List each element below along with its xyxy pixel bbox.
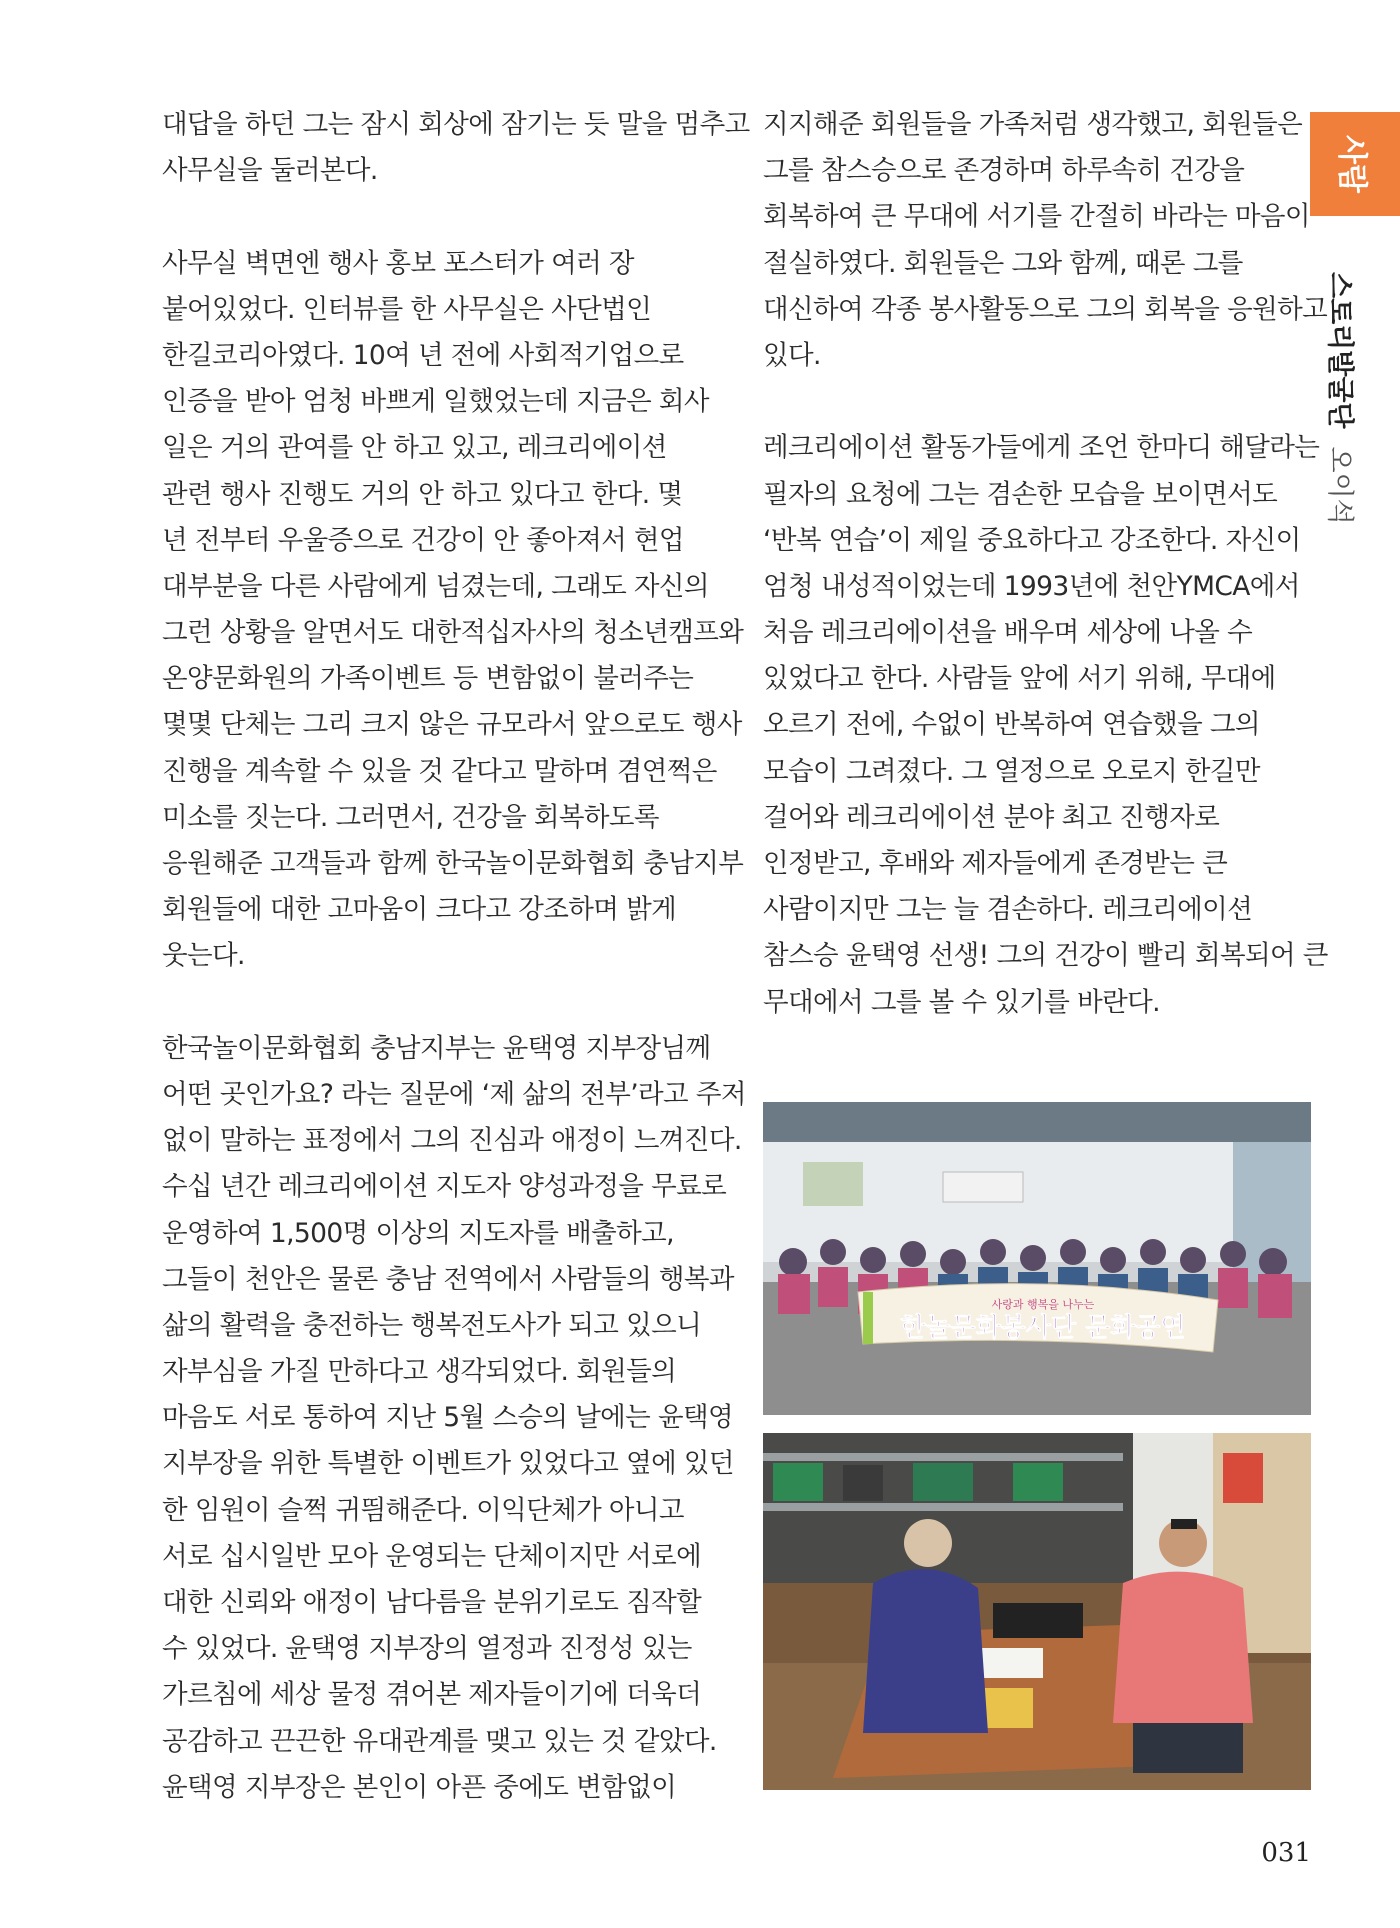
text-line: 레크리에이션 활동가들에게 조언 한마디 해달라는	[763, 432, 1320, 464]
text-line: 한길코리아였다. 10여 년 전에 사회적기업으로	[162, 339, 684, 371]
text-line: 윤택영 지부장은 본인이 아픈 중에도 변함없이	[162, 1771, 677, 1803]
text-line: 대한 신뢰와 애정이 남다름을 분위기로도 짐작할	[162, 1587, 702, 1618]
text-line: ‘반복 연습’이 제일 중요하다고 강조한다. 자신이	[763, 524, 1301, 556]
text-line: 수십 년간 레크리에이션 지도자 양성과정을 무료로	[162, 1171, 727, 1203]
text-line: 없이 말하는 표정에서 그의 진심과 애정이 느껴진다.	[162, 1125, 742, 1157]
text-line: 대답을 하던 그는 잠시 회상에 잠기는 듯 말을 멈추고	[162, 109, 750, 140]
text-line: 그를 참스승으로 존경하며 하루속히 건강을	[763, 155, 1245, 187]
section-tab	[1310, 112, 1400, 216]
text-line: 사무실 벽면엔 행사 홍보 포스터가 여러 장	[162, 247, 634, 279]
text-line: 있었다고 한다. 사람들 앞에 서기 위해, 무대에	[763, 663, 1276, 695]
banner-small-text: 사랑과 행복을 나누는	[991, 1298, 1095, 1311]
text-line: 처음 레크리에이션을 배우며 세상에 나올 수	[763, 617, 1253, 649]
section-tab-label: 사람	[1334, 135, 1369, 193]
paragraph-gap	[763, 379, 1303, 425]
text-line: 진행을 계속할 수 있을 것 같다고 말하며 겸연쩍은	[162, 755, 717, 787]
text-line: 필자의 요청에 그는 겸손한 모습을 보이면서도	[763, 478, 1278, 510]
side-title-main: 스토리발굴단	[1324, 272, 1355, 429]
text-line: 삶의 활력을 충전하는 행복전도사가 되고 있으니	[162, 1309, 702, 1341]
text-line: 인증을 받아 엄청 바쁘게 일했었는데 지금은 회사	[162, 386, 709, 418]
text-line: 참스승 윤택영 선생! 그의 건강이 빨리 회복되어 큰	[763, 940, 1328, 972]
text-line: 붙어있었다. 인터뷰를 한 사무실은 사단법인	[162, 293, 652, 325]
text-line: 대신하여 각종 봉사활동으로 그의 회복을 응원하고	[763, 293, 1328, 325]
text-line: 한 임원이 슬쩍 귀띔해준다. 이익단체가 아니고	[162, 1494, 684, 1526]
text-line: 가르침에 세상 물정 겪어본 제자들이기에 더욱더	[162, 1679, 702, 1711]
text-line: 사람이지만 그는 늘 겸손하다. 레크리에이션	[763, 894, 1253, 926]
text-line: 모습이 그려졌다. 그 열정으로 오로지 한길만	[763, 755, 1260, 787]
paragraph-gap	[162, 194, 722, 240]
text-line: 마음도 서로 통하여 지난 5월 스승의 날에는 윤택영	[162, 1402, 734, 1434]
text-line: 서로 십시일반 모아 운영되는 단체이지만 서로에	[162, 1540, 702, 1572]
banner-text: 한놀문화봉사단 문화공연	[900, 1313, 1186, 1343]
text-line: 오르기 전에, 수없이 반복하여 연습했을 그의	[763, 709, 1260, 741]
photo-group-event	[763, 1102, 1311, 1415]
text-line: 자부심을 가질 만하다고 생각되었다. 회원들의	[162, 1356, 677, 1388]
text-line: 몇몇 단체는 그리 크지 않은 규모라서 앞으로도 행사	[162, 709, 742, 741]
text-line: 대부분을 다른 사람에게 넘겼는데, 그래도 자신의	[162, 570, 709, 602]
text-line: 사무실을 둘러본다.	[162, 155, 378, 187]
text-line: 응원해준 고객들과 함께 한국놀이문화협회 충남지부	[162, 848, 744, 879]
text-line: 인정받고, 후배와 제자들에게 존경받는 큰	[763, 848, 1228, 879]
text-line: 그런 상황을 알면서도 대한적십자사의 청소년캠프와	[162, 617, 744, 649]
photo-interview	[763, 1433, 1311, 1790]
text-line: 웃는다.	[162, 940, 245, 972]
text-line: 회원들에 대한 고마움이 크다고 강조하며 밝게	[162, 894, 677, 926]
text-line: 관련 행사 진행도 거의 안 하고 있다고 한다. 몇	[162, 478, 683, 510]
text-line: 미소를 짓는다. 그러면서, 건강을 회복하도록	[162, 801, 659, 833]
text-line: 걸어와 레크리에이션 분야 최고 진행자로	[763, 801, 1220, 833]
text-line: 회복하여 큰 무대에 서기를 간절히 바라는 마음이	[763, 201, 1310, 233]
text-line: 년 전부터 우울증으로 건강이 안 좋아져서 현업	[162, 524, 684, 556]
text-line: 수 있었다. 윤택영 지부장의 열정과 진정성 있는	[162, 1633, 692, 1665]
text-line: 온양문화원의 가족이벤트 등 변함없이 불러주는	[162, 663, 694, 695]
text-line: 일은 거의 관여를 안 하고 있고, 레크리에이션	[162, 432, 667, 464]
text-line: 엄청 내성적이었는데 1993년에 천안YMCA에서	[763, 570, 1300, 602]
interview-photo-image	[763, 1433, 1311, 1790]
text-line: 그들이 천안은 물론 충남 전역에서 사람들의 행복과	[162, 1263, 734, 1295]
text-line: 공감하고 끈끈한 유대관계를 맺고 있는 것 같았다.	[162, 1725, 717, 1757]
text-line: 한국놀이문화협회 충남지부는 윤택영 지부장님께	[162, 1032, 711, 1064]
text-line: 절실하였다. 회원들은 그와 함께, 때론 그를	[763, 247, 1243, 279]
text-line: 지부장을 위한 특별한 이벤트가 있었다고 옆에 있던	[162, 1448, 734, 1480]
text-line: 있다.	[763, 339, 821, 371]
text-line: 운영하여 1,500명 이상의 지도자를 배출하고,	[162, 1217, 674, 1249]
text-line: 지지해준 회원들을 가족처럼 생각했고, 회원들은	[763, 109, 1303, 140]
left-text-column	[162, 102, 750, 1811]
text-line: 어떤 곳인가요? 라는 질문에 ‘제 삶의 전부’라고 주저	[162, 1078, 746, 1110]
page-number: 031	[1261, 1838, 1311, 1868]
text-line: 무대에서 그를 볼 수 있기를 바란다.	[763, 986, 1160, 1018]
right-text-column	[763, 102, 1328, 1026]
paragraph-gap	[162, 980, 722, 1026]
group-photo-image	[763, 1102, 1311, 1415]
side-title-author: 오이석	[1324, 446, 1355, 525]
